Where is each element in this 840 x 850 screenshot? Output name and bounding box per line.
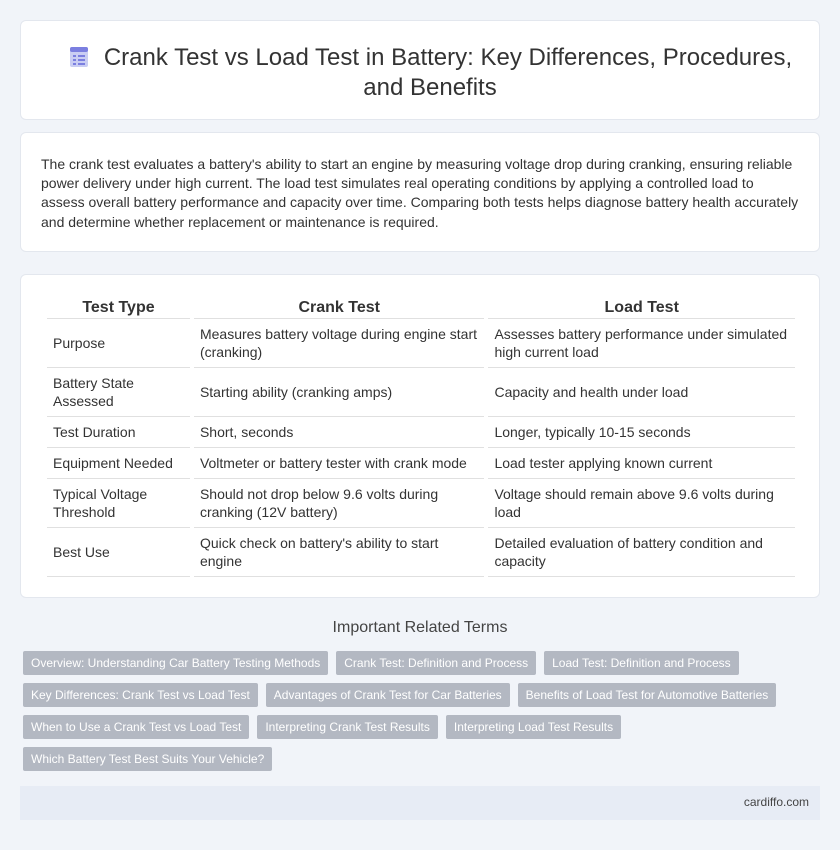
table-row: [47, 368, 795, 417]
table-row: [47, 448, 795, 479]
related-terms-list: [23, 651, 803, 771]
summary-text: The crank test evaluates a battery's ability to start an engine by measuring voltage drop during cranking, ensuring reliable power delivery under high current. The load test simulates real operating conditions by applying a controlled load to assess overall battery performance and capacity over time. Comparing both tests helps diagnose battery health accurately and determine whether replacement or maintenance is required.: [41, 156, 799, 230]
summary-card: [20, 132, 820, 252]
load-cell: Detailed evaluation of battery condition and capacity: [488, 528, 795, 577]
crank-cell: Should not drop below 9.6 volts during cranking (12V battery): [194, 479, 485, 528]
table-row: [47, 528, 795, 577]
related-term-tag[interactable]: Which Battery Test Best Suits Your Vehicle?: [23, 747, 272, 771]
comparison-table-card: [20, 274, 820, 598]
related-term-tag[interactable]: Advantages of Crank Test for Car Batteries: [266, 683, 510, 707]
crank-cell: Voltmeter or battery tester with crank mode: [194, 448, 485, 479]
related-term-tag[interactable]: Benefits of Load Test for Automotive Batteries: [518, 683, 777, 707]
table-row: [47, 319, 795, 368]
row-label: Battery State Assessed: [47, 368, 190, 417]
header-test-type: Test Type: [47, 295, 190, 319]
crank-cell: Starting ability (cranking amps): [194, 368, 485, 417]
row-label: Equipment Needed: [47, 448, 190, 479]
footer-site-link[interactable]: cardiffo.com: [743, 795, 809, 809]
table-row: [47, 479, 795, 528]
related-term-tag[interactable]: Key Differences: Crank Test vs Load Test: [23, 683, 258, 707]
related-term-tag[interactable]: Overview: Understanding Car Battery Testing Methods: [23, 651, 328, 675]
row-label: Test Duration: [47, 417, 190, 448]
crank-cell: Quick check on battery's ability to start engine: [194, 528, 485, 577]
load-cell: Capacity and health under load: [488, 368, 795, 417]
related-term-tag[interactable]: When to Use a Crank Test vs Load Test: [23, 715, 249, 739]
table-row: [47, 417, 795, 448]
header-card: [20, 20, 820, 120]
comparison-table: [43, 295, 799, 577]
row-label: Purpose: [47, 319, 190, 368]
load-cell: Voltage should remain above 9.6 volts during load: [488, 479, 795, 528]
related-term-tag[interactable]: Load Test: Definition and Process: [544, 651, 739, 675]
footer: [20, 786, 820, 820]
header-crank-test: Crank Test: [194, 295, 485, 319]
table-header-row: [47, 295, 795, 319]
related-term-tag[interactable]: Crank Test: Definition and Process: [336, 651, 536, 675]
related-terms-heading: Important Related Terms: [332, 619, 508, 636]
row-label: Typical Voltage Threshold: [47, 479, 190, 528]
page-title: Crank Test vs Load Test in Battery: Key Differences, Procedures, and Benefits: [103, 44, 793, 101]
related-term-tag[interactable]: Interpreting Crank Test Results: [257, 715, 438, 739]
page-title-wrap: [61, 43, 799, 103]
load-cell: Load tester applying known current: [488, 448, 795, 479]
crank-cell: Short, seconds: [194, 417, 485, 448]
header-load-test: Load Test: [488, 295, 795, 319]
related-term-tag[interactable]: Interpreting Load Test Results: [446, 715, 621, 739]
document-list-icon: [68, 46, 90, 68]
load-cell: Longer, typically 10-15 seconds: [488, 417, 795, 448]
crank-cell: Measures battery voltage during engine start (cranking): [194, 319, 485, 368]
row-label: Best Use: [47, 528, 190, 577]
load-cell: Assesses battery performance under simulated high current load: [488, 319, 795, 368]
